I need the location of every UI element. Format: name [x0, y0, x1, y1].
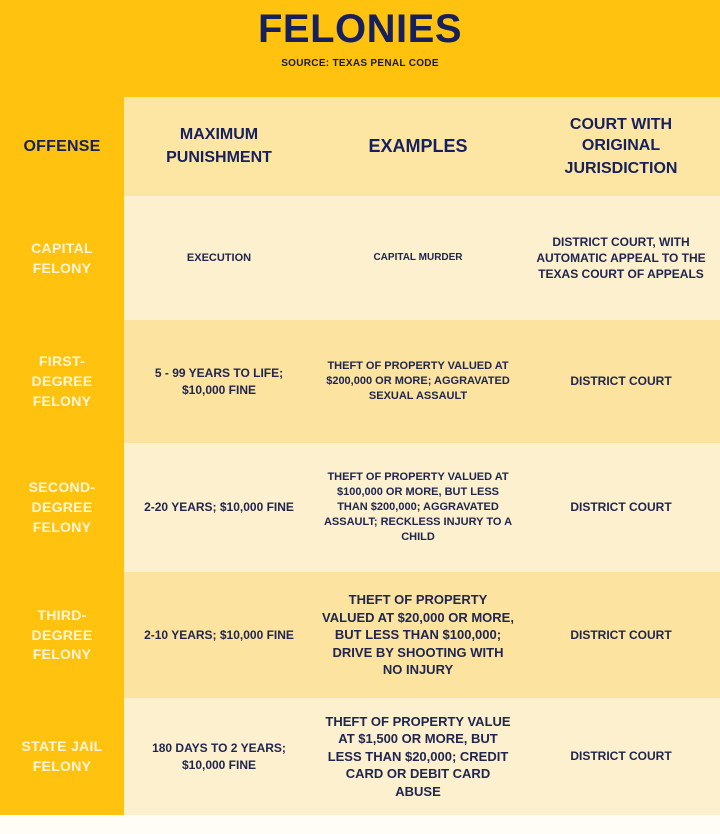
column-header-examples-label: EXAMPLES — [368, 136, 468, 157]
page-title: FELONIES — [257, 7, 463, 51]
column-header-punishment — [124, 97, 314, 196]
column-header-court-line1: COURT WITH ORIGINAL — [569, 115, 673, 155]
offense-label-line3: FELONY — [32, 518, 92, 535]
offense-label-line3: FELONY — [32, 392, 92, 409]
offense-label-line3: FELONY — [32, 646, 92, 663]
source-note: SOURCE: TEXAS PENAL CODE — [281, 58, 439, 69]
table-row — [0, 698, 720, 815]
bottom-band-court — [522, 815, 720, 834]
cell-court: DISTRICT COURT — [522, 698, 720, 815]
cell-court: DISTRICT COURT, WITH AUTOMATIC APPEAL TO THE TEXAS COURT OF APPEALS — [522, 196, 720, 320]
table-row — [0, 320, 720, 443]
offense-label-line2: DEGREE — [31, 626, 93, 643]
row-offense-state-jail — [0, 698, 124, 815]
cell-court: DISTRICT COURT — [522, 320, 720, 443]
column-header-punishment-line1: MAXIMUM — [179, 126, 259, 144]
table-row — [0, 443, 720, 572]
column-header-court — [522, 97, 720, 196]
column-header-offense — [0, 97, 124, 196]
column-header-offense-label: OFFENSE — [23, 137, 101, 155]
cell-examples: THEFT OF PROPERTY VALUE AT $1,500 OR MORE, BUT LESS THAN $20,000; CREDIT CARD OR DEBIT CARD ABUSE — [314, 698, 522, 815]
bottom-band-offense — [0, 815, 124, 834]
offense-label-line2: DEGREE — [31, 373, 93, 390]
title-block — [0, 0, 720, 97]
table-row — [0, 572, 720, 698]
offense-label-line1: SECOND- — [28, 479, 96, 496]
offense-label-line1: FIRST- — [38, 353, 86, 370]
row-offense-first-degree — [0, 320, 124, 443]
cell-punishment: 5 - 99 YEARS TO LIFE; $10,000 FINE — [124, 320, 314, 443]
cell-examples: THEFT OF PROPERTY VALUED AT $200,000 OR MORE; AGGRAVATED SEXUAL ASSAULT — [314, 320, 522, 443]
felonies-table — [0, 97, 720, 834]
table-bottom-band — [0, 815, 720, 834]
row-offense-capital — [0, 196, 124, 320]
cell-court: DISTRICT COURT — [522, 572, 720, 698]
column-header-punishment-line2: PUNISHMENT — [166, 149, 272, 166]
offense-label-line2: DEGREE — [31, 499, 93, 516]
cell-punishment: 180 DAYS TO 2 YEARS; $10,000 FINE — [124, 698, 314, 815]
offense-label-line1: STATE JAIL — [21, 738, 103, 755]
bottom-band-examples — [314, 815, 522, 834]
column-header-court-line2: JURISDICTION — [564, 159, 678, 177]
cell-examples: THEFT OF PROPERTY VALUED AT $100,000 OR MORE, BUT LESS THAN $200,000; AGGRAVATED ASSAULT; RECKLESS INJURY TO A CHILD — [314, 443, 522, 572]
offense-label-line1: THIRD- — [37, 606, 87, 623]
offense-label-line1: CAPITAL — [31, 239, 93, 256]
table-row — [0, 196, 720, 320]
table-header-row — [0, 97, 720, 196]
cell-examples: CAPITAL MURDER — [314, 196, 522, 320]
row-offense-third-degree — [0, 572, 124, 698]
offense-label-line2: FELONY — [32, 259, 92, 276]
cell-examples: THEFT OF PROPERTY VALUED AT $20,000 OR MORE, BUT LESS THAN $100,000; DRIVE BY SHOOTING WITH NO INJURY — [314, 572, 522, 698]
cell-punishment: EXECUTION — [124, 196, 314, 320]
bottom-band-punishment — [124, 815, 314, 834]
offense-label-line2: FELONY — [32, 758, 92, 774]
row-offense-second-degree — [0, 443, 124, 572]
column-header-examples — [314, 97, 522, 196]
cell-court: DISTRICT COURT — [522, 443, 720, 572]
cell-punishment: 2-10 YEARS; $10,000 FINE — [124, 572, 314, 698]
cell-punishment: 2-20 YEARS; $10,000 FINE — [124, 443, 314, 572]
